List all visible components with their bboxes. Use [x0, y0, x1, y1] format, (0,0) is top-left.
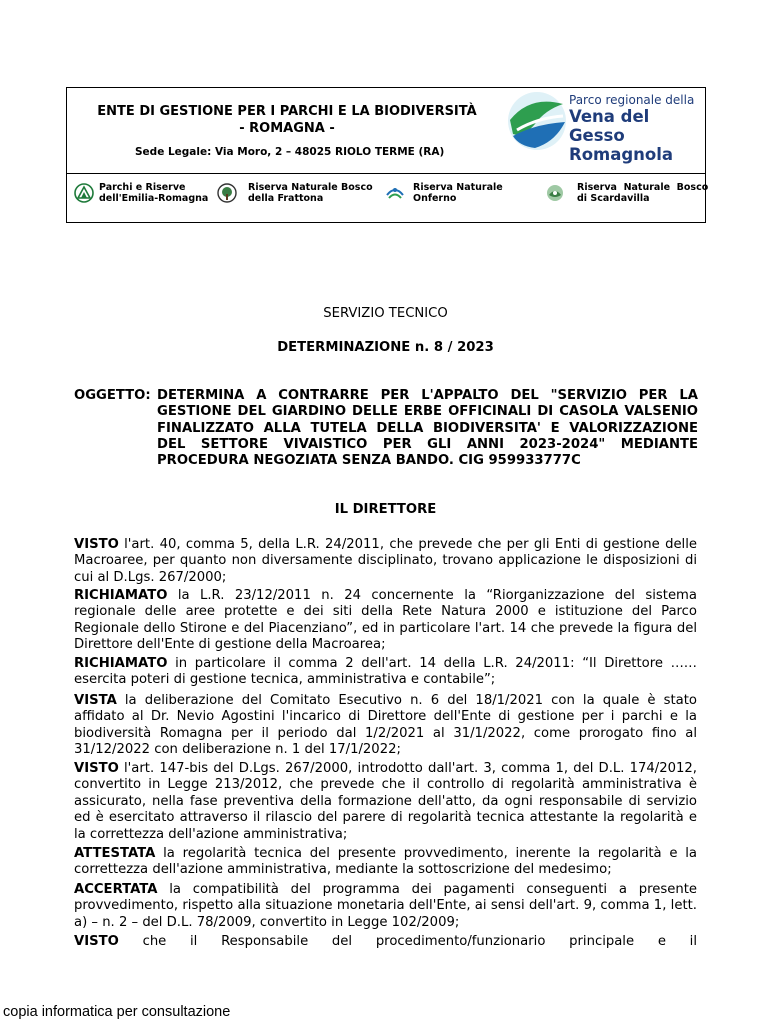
reserve-line1: Riserva Naturale [413, 182, 503, 193]
paragraph-text: la L.R. 23/12/2011 n. 24 concernente la “Riorganizzazione del sistema regionale delle aree protette e dei siti della Rete Natura 2000 e istituzione del Parco Regionale dello Stirone e del Piacenziano”, ed in particolare l'art. 14 che prevede la figura del Direttore dell'Ente di gestione della Macroarea; [74, 588, 697, 653]
determination-number: DETERMINAZIONE n. 8 / 2023 [277, 340, 494, 355]
letterhead-top [67, 88, 705, 174]
body-paragraph [74, 693, 697, 759]
footer-watermark: copia informatica per consultazione [3, 1004, 231, 1020]
parks-region-icon [74, 183, 94, 203]
subject-label: OGGETTO: [74, 388, 151, 403]
director-heading: IL DIRETTORE [334, 502, 437, 517]
park-name-line1: Vena del Gesso [569, 107, 650, 145]
body-paragraph [74, 656, 697, 689]
org-title: ENTE DI GESTIONE PER I PARCHI E LA BIODIVERSITÀ [97, 104, 477, 119]
body-paragraph [74, 934, 697, 950]
reserve-item [99, 182, 208, 204]
paragraph-keyword: ATTESTATA [74, 846, 156, 861]
paragraph-text: la deliberazione del Comitato Esecutivo n. 6 del 18/1/2021 con la quale è stato affidato al Dr. Nevio Agostini l'incarico di Direttore dell'Ente di gestione per i parchi e la biodiversità Romagna per il periodo dal 1/2/2021 al 31/1/2022, come prorogato fino al 31/12/2022 con deliberazione n. 1 del 17/1/2022; [74, 693, 697, 758]
body-paragraph [74, 588, 697, 654]
reserve-line1: Parchi e Riserve [99, 182, 186, 193]
org-seat: Sede Legale: Via Moro, 2 – 48025 RIOLO TERME (RA) [135, 146, 445, 158]
paragraph-keyword: ACCERTATA [74, 882, 158, 897]
paragraph-text: la regolarità tecnica del presente provvedimento, inerente la regolarità e la correttezza dell'azione amministrativa, mediante la sottoscrizione del medesimo; [74, 846, 697, 878]
subject-text: DETERMINA A CONTRARRE PER L'APPALTO DEL "SERVIZIO PER LA GESTIONE DEL GIARDINO DELLE ERBE OFFICINALI DI CASOLA VALSENIO FINALIZZATO ALLA TUTELA DELLA BIODIVERSITA' E VALORIZZAZIONE DEL SETTORE VIVAISTICO PER GLI ANNI 2023-2024" MEDIANTE PROCEDURA NEGOZIATA SENZA BANDO. CIG 959933777C [157, 388, 698, 469]
body-paragraph [74, 846, 697, 879]
scardavilla-icon [545, 183, 565, 203]
reserve-item [577, 182, 709, 204]
reserve-line1: Riserva Naturale Bosco [577, 182, 709, 193]
onferno-icon [385, 183, 405, 203]
park-name-prefix: Parco regionale della [569, 93, 695, 107]
paragraph-text: in particolare il comma 2 dell'art. 14 della L.R. 24/2011: “Il Direttore …… esercita poteri di gestione tecnica, amministrativa e contabile”; [74, 656, 697, 688]
park-name [569, 93, 705, 164]
org-subtitle: - ROMAGNA - [239, 121, 335, 136]
vena-del-gesso-logo-icon [505, 90, 570, 152]
body-paragraph [74, 761, 697, 843]
reserve-line1: Riserva Naturale Bosco [248, 182, 373, 193]
reserve-item [248, 182, 373, 204]
body-paragraph [74, 882, 697, 931]
paragraph-keyword: RICHIAMATO [74, 588, 168, 603]
reserve-item [413, 182, 503, 204]
park-name-line2: Romagnola [569, 145, 674, 164]
reserve-line2: Onferno [413, 193, 457, 204]
paragraph-text: l'art. 147-bis del D.Lgs. 267/2000, introdotto dall'art. 3, comma 1, del D.L. 174/2012, convertito in Legge 213/2012, che prevede che il controllo di regolarità amministrativa è assicurato, nella fase preventiva della formazione dell'atto, da ogni responsabile di servizio ed è esercitato attraverso il rilascio del parere di regolarità tecnica attestante la regolarità e la correttezza dell'azione amministrativa; [74, 761, 697, 842]
paragraph-text: l'art. 40, comma 5, della L.R. 24/2011, che prevede che per gli Enti di gestione delle Macroaree, per quanto non diversamente disciplinato, trovano applicazione le disposizioni di cui al D.Lgs. 267/2000; [74, 537, 697, 585]
paragraph-keyword: VISTO [74, 934, 119, 949]
paragraph-text: che il Responsabile del procedimento/funzionario principale e il [118, 934, 697, 949]
paragraph-keyword: RICHIAMATO [74, 656, 168, 671]
paragraph-keyword: VISTO [74, 761, 119, 776]
reserve-line2: dell'Emilia-Romagna [99, 193, 209, 204]
paragraph-keyword: VISTA [74, 693, 117, 708]
body-paragraph [74, 537, 697, 586]
paragraph-keyword: VISTO [74, 537, 119, 552]
frattona-icon [217, 183, 237, 203]
letterhead [66, 87, 709, 223]
reserve-line2: di Scardavilla [577, 193, 650, 204]
paragraph-text: la compatibilità del programma dei pagamenti conseguenti a presente provvedimento, rispetto alla situazione monetaria dell'Ente, ai sensi dell'art. 9, comma 1, lett. a) – n. 2 – del D.L. 78/2009, convertito in Legge 102/2009; [74, 882, 697, 930]
reserves-row [67, 174, 709, 222]
service-heading: SERVIZIO TECNICO [323, 306, 448, 321]
reserve-line2: della Frattona [248, 193, 324, 204]
